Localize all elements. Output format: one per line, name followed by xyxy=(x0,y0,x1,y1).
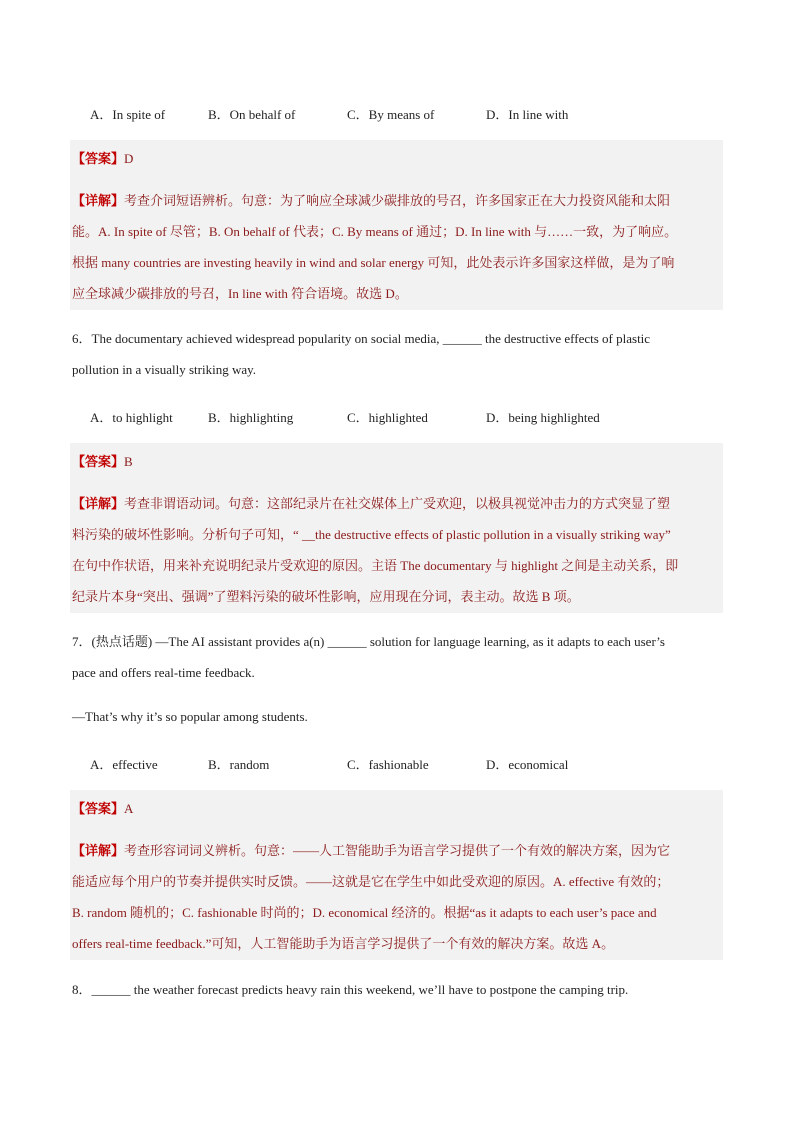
detail-line: B. random 随机的；C. fashionable 时尚的；D. economical 经济的。根据“as it adapts to each user’s pace and xyxy=(72,905,657,920)
question-line: pollution in a visually striking way. xyxy=(72,362,257,377)
detail-line: 【详解】考查形容词词义辨析。句意：——人工智能助手为语言学习提供了一个有效的解决方案，因为它 xyxy=(72,843,671,858)
question-line: pace and offers real-time feedback. xyxy=(72,665,255,680)
detail-line: 根据 many countries are investing heavily in wind and solar energy 可知，此处表示许多国家这样做，是为了响 xyxy=(72,255,675,270)
question-line: 8．______ the weather forecast predicts heavy rain this weekend, we’ll have to postpone the camping trip. xyxy=(72,982,629,997)
detail-tag: 【详解】 xyxy=(72,843,125,858)
q7-answer-box xyxy=(70,790,723,960)
answer-tag: 【答案】 xyxy=(72,801,125,816)
detail-line: 应全球减少碳排放的号召，In line with 符合语境。故选 D。 xyxy=(72,286,408,301)
q6-option-a: A．to highlight xyxy=(90,410,173,425)
q6-question xyxy=(72,323,650,385)
q8-question xyxy=(72,974,628,1005)
q5-answer-box xyxy=(70,140,723,310)
answer-value: B xyxy=(124,454,133,469)
q5-detail xyxy=(72,185,719,309)
detail-line: 能。A. In spite of 尽管；B. On behalf of 代表；C. By means of 通过；D. In line with 与……一致，为了响应。 xyxy=(72,224,678,239)
question-line: 7．(热点话题) —The AI assistant provides a(n) ______ solution for language learning, as it adapts to each user’s xyxy=(72,634,665,649)
q7-option-d: D．economical xyxy=(486,757,569,772)
q6-answer-box xyxy=(70,443,723,613)
q5-option-d: D．In line with xyxy=(486,107,569,122)
answer-value: A xyxy=(124,801,134,816)
detail-line: 料污染的破坏性影响。分析句子可知，“ __the destructive effects of plastic pollution in a visually striking way” xyxy=(72,527,671,542)
q7-option-a: A．effective xyxy=(90,757,158,772)
q5-option-b: B．On behalf of xyxy=(208,107,296,122)
q6-option-c: C．highlighted xyxy=(347,410,428,425)
question-line: 6．The documentary achieved widespread popularity on social media, ______ the destructive effects of plastic xyxy=(72,331,651,346)
detail-tag: 【详解】 xyxy=(72,496,125,511)
q6-option-b: B．highlighting xyxy=(208,410,294,425)
answer-tag: 【答案】 xyxy=(72,454,125,469)
q7-answer xyxy=(72,798,133,817)
detail-line: 纪录片本身“突出、强调”了塑料污染的破坏性影响，应用现在分词，表主动。故选 B 项。 xyxy=(72,589,580,604)
q7-option-c: C．fashionable xyxy=(347,757,429,772)
q5-answer xyxy=(72,148,133,167)
q6-detail xyxy=(72,488,719,612)
answer-tag: 【答案】 xyxy=(72,151,125,166)
detail-line: 在句中作状语，用来补充说明纪录片受欢迎的原因。主语 The documentary 与 highlight 之间是主动关系，即 xyxy=(72,558,679,573)
detail-line: offers real-time feedback.”可知，人工智能助手为语言学习提供了一个有效的解决方案。故选 A。 xyxy=(72,936,615,951)
q5-option-c: C．By means of xyxy=(347,107,435,122)
detail-tag: 【详解】 xyxy=(72,193,125,208)
detail-line: 能适应每个用户的节奏并提供实时反馈。——这就是它在学生中如此受欢迎的原因。A. effective 有效的； xyxy=(72,874,670,889)
q7-detail xyxy=(72,835,719,959)
q6-option-d: D．being highlighted xyxy=(486,410,600,425)
detail-line: 【详解】考查介词短语辨析。句意：为了响应全球减少碳排放的号召，许多国家正在大力投资风能和太阳 xyxy=(72,193,671,208)
q5-option-a: A．In spite of xyxy=(90,107,166,122)
detail-line: 【详解】考查非谓语动词。句意：这部纪录片在社交媒体上广受欢迎，以极具视觉冲击力的方式突显了塑 xyxy=(72,496,671,511)
q7-question xyxy=(72,626,665,732)
answer-value: D xyxy=(124,151,134,166)
question-line: —That’s why it’s so popular among students. xyxy=(72,709,308,724)
q6-answer xyxy=(72,451,133,470)
q7-option-b: B．random xyxy=(208,757,270,772)
